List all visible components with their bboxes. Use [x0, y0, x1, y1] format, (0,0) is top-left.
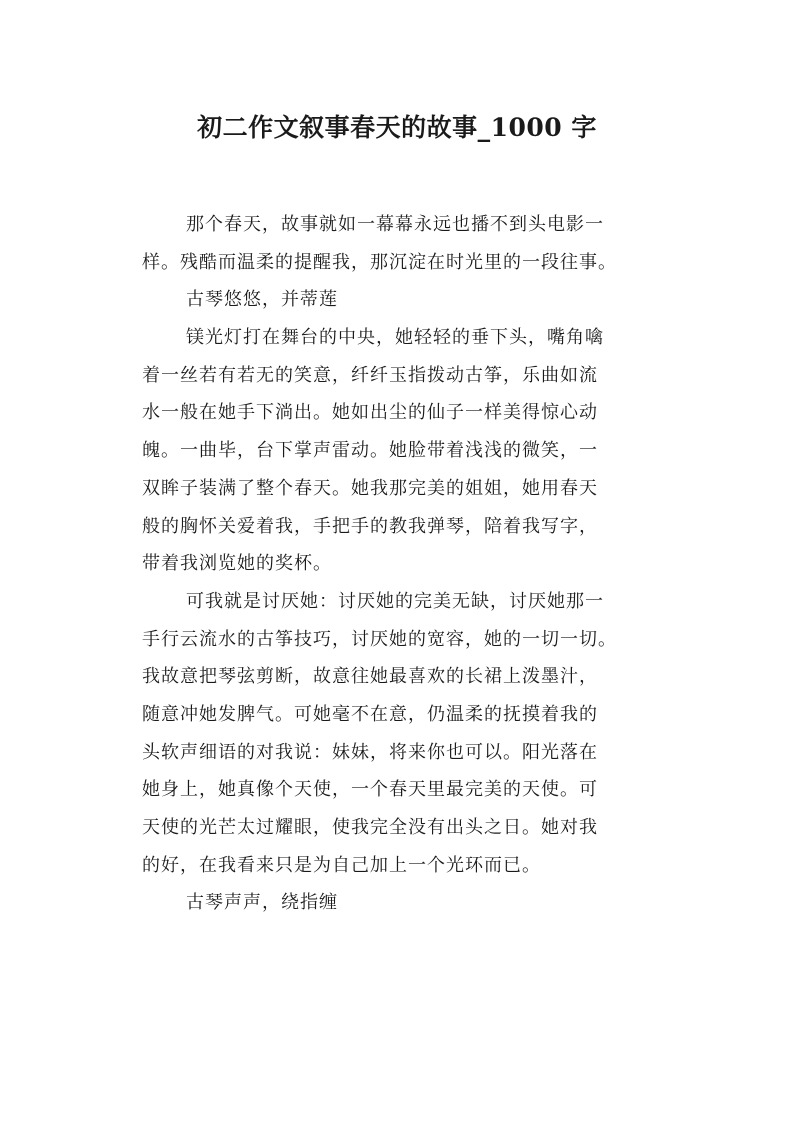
text-line: 头软声细语的对我说：妹妹，将来你也可以。阳光落在 — [142, 741, 598, 763]
text-line: 她身上，她真像个天使，一个春天里最完美的天使。可 — [142, 779, 598, 801]
text-line: 样。残酷而温柔的提醒我，那沉淀在时光里的一段往事。 — [142, 251, 617, 273]
text-line: 古琴声声，绕指缠 — [186, 892, 338, 914]
document-title: 初二作文叙事春天的故事_1000 字 — [197, 113, 597, 142]
text-line: 双眸子装满了整个春天。她我那完美的姐姐，她用春天 — [142, 477, 598, 499]
text-line: 带着我浏览她的奖杯。 — [142, 553, 332, 575]
paragraph — [142, 206, 662, 281]
section-heading — [142, 884, 662, 922]
section-heading — [142, 281, 662, 319]
text-line: 的好，在我看来只是为自己加上一个光环而已。 — [142, 854, 541, 876]
document-body — [142, 206, 662, 922]
text-line: 着一丝若有若无的笑意，纤纤玉指拨动古筝，乐曲如流 — [142, 364, 598, 386]
text-line: 随意冲她发脾气。可她毫不在意，仍温柔的抚摸着我的 — [142, 703, 598, 725]
text-line: 我故意把琴弦剪断，故意往她最喜欢的长裙上泼墨汁， — [142, 666, 598, 688]
text-line: 镁光灯打在舞台的中央，她轻轻的垂下头，嘴角噙 — [186, 327, 604, 349]
text-line: 那个春天，故事就如一幕幕永远也播不到头电影一 — [186, 214, 604, 235]
text-line: 手行云流水的古筝技巧，讨厌她的宽容，她的一切一切。 — [142, 628, 617, 650]
text-line: 魄。一曲毕，台下掌声雷动。她脸带着浅浅的微笑，一 — [142, 440, 598, 462]
text-line: 可我就是讨厌她：讨厌她的完美无缺，讨厌她那一 — [186, 590, 604, 612]
text-line: 般的胸怀关爱着我，手把手的教我弹琴，陪着我写字， — [142, 515, 598, 537]
text-line: 水一般在她手下淌出。她如出尘的仙子一样美得惊心动 — [142, 402, 598, 424]
text-line: 天使的光芒太过耀眼，使我完全没有出头之日。她对我 — [142, 817, 598, 838]
text-line: 古琴悠悠，并蒂莲 — [186, 289, 338, 311]
paragraph — [142, 319, 662, 583]
paragraph — [142, 583, 662, 885]
